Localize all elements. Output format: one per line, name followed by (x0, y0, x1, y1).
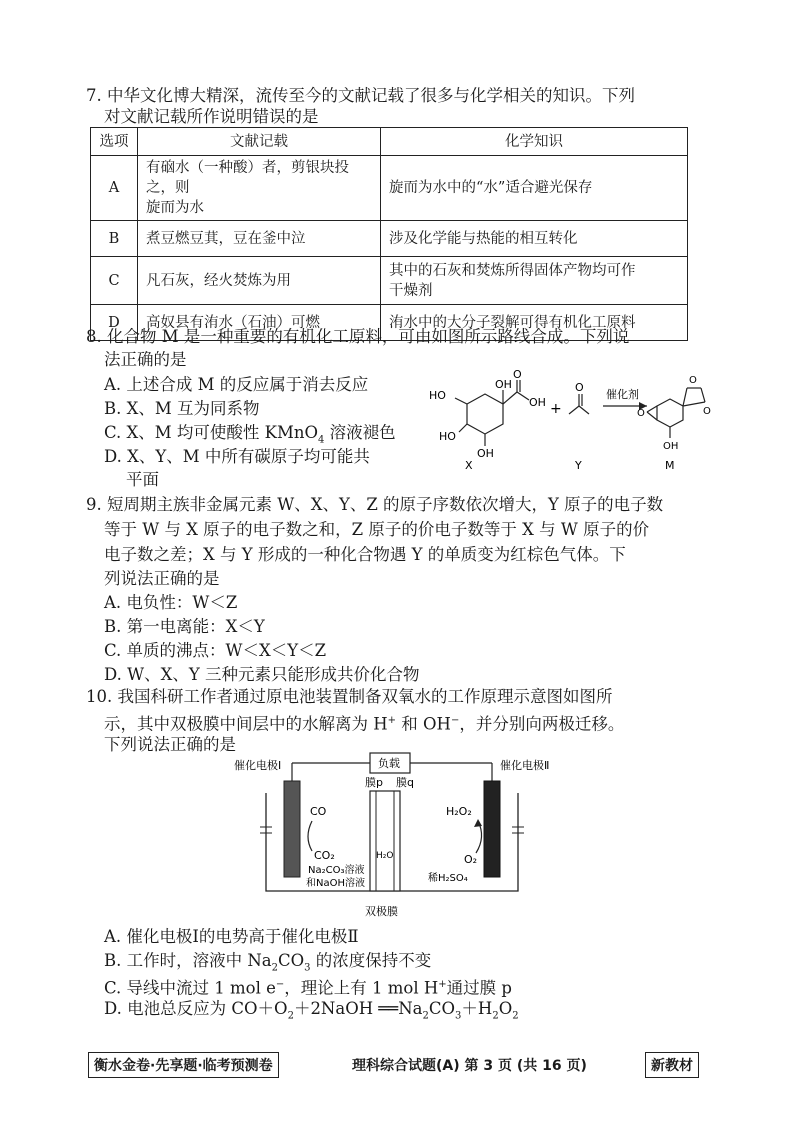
q8-stem-line1: 8. 化合物 M 是一种重要的有机化工原料，可由如图所示路线合成。下列说 (86, 327, 630, 346)
label-y: Y (575, 459, 582, 472)
cell-knowledge-l2: 干燥剂 (389, 282, 433, 299)
cell-record (138, 156, 381, 221)
x-oh-bottom: OH (477, 447, 494, 460)
electrode1-label: 催化电极Ⅰ (234, 759, 282, 772)
y-o: O (575, 381, 584, 394)
q10-stem-line2: 示，其中双极膜中间层中的水解离为 H+ 和 OH−，并分别向两极迁移。 (104, 714, 625, 734)
catalyst-label: 催化剂 (606, 388, 639, 401)
cell-record-l2: 旋而为水 (146, 200, 204, 216)
left-solution-line1: Na₂CO₃溶液 (308, 865, 365, 876)
label-m: M (665, 459, 675, 472)
right-solution-label: 稀H₂SO₄ (428, 873, 468, 884)
x-ho-left: HO (429, 389, 446, 402)
electrode2-bar (484, 781, 500, 877)
cell-option: A (91, 156, 138, 221)
m-o-right: O (703, 406, 711, 417)
footer-series-label: 衡水金卷·先享题·临考预测卷 (88, 1052, 279, 1078)
electrode1-bar (284, 781, 300, 877)
o2-label: O₂ (464, 853, 478, 866)
molecule-x (455, 380, 529, 446)
table-row (91, 221, 688, 257)
cell-option: D (91, 305, 138, 341)
q9-option-a: A. 电负性：W＜Z (104, 593, 238, 612)
left-solution-line2: 和NaOH溶液 (306, 878, 365, 889)
cell-knowledge: 洧水中的大分子裂解可得有机化工原料 (381, 305, 688, 341)
cell-option: B (91, 221, 138, 257)
q7-table (90, 127, 688, 341)
membrane-q-label: 膜q (396, 776, 414, 789)
q9-stem-line3: 电子数之差；X 与 Y 形成的一种化合物遇 Y 的单质变为红棕色气体。下 (104, 545, 626, 564)
h2o-label: H₂O (376, 851, 394, 861)
q9-option-c: C. 单质的沸点：W＜X＜Y＜Z (104, 641, 327, 660)
q10-option-a: A. 催化电极Ⅰ的电势高于催化电极Ⅱ (104, 927, 359, 946)
q9-stem-line2: 等于 W 与 X 原子的电子数之和，Z 原子的价电子数等于 X 与 W 原子的价 (104, 520, 650, 539)
col-header-option: 选项 (91, 128, 138, 156)
cell-record-l1: 有硇水（一种酸）者，剪银块投之，则 (146, 160, 349, 196)
footer-edition-badge: 新教材 (645, 1052, 699, 1078)
molecule-m (647, 388, 705, 438)
plus-sign: + (550, 401, 562, 417)
q10-stem-line1: 10. 我国科研工作者通过原电池装置制备双氧水的工作原理示意图如图所 (86, 687, 613, 706)
cell-record: 煮豆燃豆萁，豆在釜中泣 (138, 221, 381, 257)
q10-stem-line3: 下列说法正确的是 (104, 735, 236, 754)
cell-knowledge: 涉及化学能与热能的相互转化 (381, 221, 688, 257)
q8-stem-line2: 法正确的是 (104, 350, 187, 369)
q8-option-c: C. X、M 均可使酸性 KMnO$_4$ 溶液褪色 (104, 423, 396, 446)
co2-label: CO₂ (314, 849, 335, 862)
x-o-carbonyl: O (513, 368, 522, 381)
load-label: 负载 (378, 757, 400, 770)
q8-option-b: B. X、M 互为同系物 (104, 399, 260, 418)
q8-option-a: A. 上述合成 M 的反应属于消去反应 (104, 375, 369, 394)
q9-option-d: D. W、X、Y 三种元素只能形成共价化合物 (104, 665, 420, 684)
q9-stem-line4: 列说法正确的是 (104, 569, 220, 588)
q10-cell-diagram (220, 745, 550, 925)
cell-knowledge: 旋而为水中的“水”适合避光保存 (381, 156, 688, 221)
x-oh-right: OH (529, 396, 546, 409)
cell-record: 凡石灰，经火焚炼为用 (138, 257, 381, 305)
cell-option: C (91, 257, 138, 305)
bipolar-membrane (370, 791, 400, 891)
q7-stem-line2: 对文献记载所作说明错误的是 (104, 107, 319, 126)
m-oh: OH (663, 441, 679, 452)
q8-reaction-scheme (425, 368, 715, 473)
cell-record: 高奴县有洧水（石油）可燃 (138, 305, 381, 341)
x-oh-top: OH (495, 378, 512, 391)
electrode2-label: 催化电极Ⅱ (500, 759, 550, 772)
m-o-left: O (637, 408, 645, 419)
cell-knowledge-l1: 其中的石灰和焚炼所得固体产物均可作 (389, 262, 636, 279)
col-header-record: 文献记载 (138, 128, 381, 156)
m-o-top: O (689, 375, 697, 386)
cell-knowledge (381, 257, 688, 305)
x-ho-lower: HO (439, 430, 456, 443)
footer-page-info: 理科综合试题(A) 第 3 页 (共 16 页) (352, 1058, 587, 1074)
q10-option-c: C. 导线中流过 1 mol e−，理论上有 1 mol H+通过膜 p (104, 978, 512, 998)
table-row (91, 156, 688, 221)
q10-option-d: D. 电池总反应为 $CO+O_2+2NaOH$ $══Na_2CO_3+H_2O_2$ (104, 999, 519, 1022)
q8-option-d-line1: D. X、Y、M 中所有碳原子均可能共 (104, 447, 370, 466)
h2o2-label: H₂O₂ (446, 805, 472, 818)
table-row (91, 257, 688, 305)
co-arrow (308, 821, 312, 851)
bipolar-membrane-label: 双极膜 (365, 905, 398, 918)
q7-stem-line1: 7. 中华文化博大精深，流传至今的文献记载了很多与化学相关的知识。下列 (86, 86, 635, 105)
q9-stem-line1: 9. 短周期主族非金属元素 W、X、Y、Z 的原子序数依次增大，Y 原子的电子数 (86, 495, 664, 514)
molecule-y (569, 394, 589, 414)
q10-option-b: B. 工作时，溶液中 $Na_2CO_3$ 的浓度保持不变 (104, 951, 432, 974)
table-header-row (91, 128, 688, 156)
q9-option-b: B. 第一电离能：X＜Y (104, 617, 265, 636)
col-header-knowledge: 化学知识 (381, 128, 688, 156)
co-label: CO (310, 805, 327, 818)
membrane-p-label: 膜p (365, 776, 383, 789)
label-x: X (465, 459, 473, 472)
q8-option-d-line2: 平面 (126, 470, 159, 489)
